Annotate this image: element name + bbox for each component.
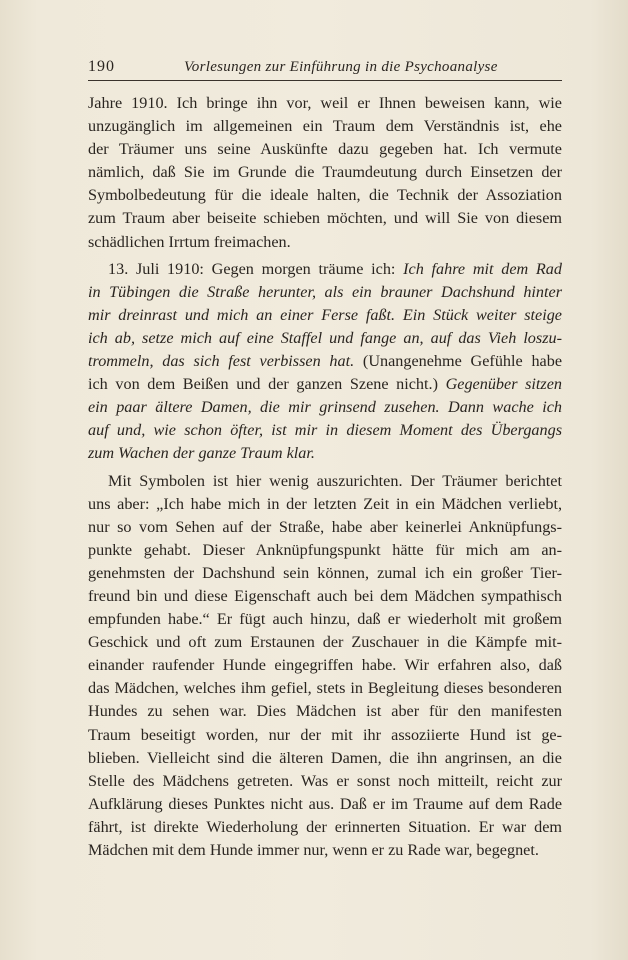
- text-line: [88, 677, 562, 700]
- text-span: Mit Symbolen ist hier wenig auszurichten. Der Träumer berichtet: [108, 471, 562, 490]
- italic-span: zum Wachen der ganze Traum klar.: [88, 444, 315, 463]
- text-span: zum Traum aber beiseite schieben möchten, und will Sie von diesem: [88, 209, 562, 228]
- text-line: [88, 654, 562, 677]
- text-line: [88, 184, 562, 207]
- text-span: Symbolbedeutung für die ideale halten, die Technik der Assoziation: [88, 186, 562, 205]
- text-span: Geschick und oft zum Erstaunen der Zuschauer in die Kämpfe mit-: [88, 633, 562, 652]
- text-line: [88, 700, 562, 723]
- italic-span: trommeln, das sich fest verbissen hat.: [88, 352, 355, 371]
- text-line: [88, 281, 562, 304]
- running-title: Vorlesungen zur Einführung in die Psychoanalyse: [184, 59, 498, 75]
- paragraph: [88, 258, 562, 466]
- text-line: [88, 207, 562, 230]
- text-line: [88, 839, 562, 862]
- paragraph: [88, 92, 562, 254]
- text-line: [88, 92, 562, 115]
- text-line: [88, 161, 562, 184]
- text-span: blieben. Vielleicht sind die älteren Damen, die ihn angrinsen, an die: [88, 748, 562, 767]
- text-line: [88, 304, 562, 327]
- text-line: [88, 562, 562, 585]
- text-span: ich von dem Beißen und der ganzen Szene nicht.): [88, 375, 446, 394]
- text-span: fährt, ist direkte Wiederholung der erinnerten Situation. Er war dem: [88, 817, 562, 836]
- text-line: [88, 585, 562, 608]
- text-line: [88, 539, 562, 562]
- text-span: genehmsten der Dachshund sein können, zumal ich ein großer Tier-: [88, 563, 562, 582]
- text-line: [88, 442, 562, 465]
- text-span: freund bin und diese Eigenschaft auch bei dem Mädchen sympathisch: [88, 586, 562, 605]
- text-line: [88, 724, 562, 747]
- italic-span: in Tübingen die Straße herunter, als ein brauner Dachshund hinter: [88, 282, 562, 301]
- text-span: Stelle des Mädchens getreten. Was er sonst noch mitteilt, reicht zur: [88, 771, 562, 790]
- italic-span: Ich fahre mit dem Rad: [403, 259, 562, 278]
- text-line: [88, 608, 562, 631]
- text-span: nämlich, daß Sie im Grunde die Traumdeutung durch Einsetzen der: [88, 163, 562, 182]
- italic-span: mir dreinrast und mich an einer Ferse faßt. Ein Stück weiter steige: [88, 305, 562, 324]
- text-line: [88, 231, 562, 254]
- text-span: 13. Juli 1910: Gegen morgen träume ich:: [108, 259, 404, 278]
- text-span: Traum beseitigt worden, nur der mit ihr assoziierte Hund ist ge-: [88, 725, 562, 744]
- text-line: [88, 770, 562, 793]
- italic-span: ich ab, setze mich auf eine Staffel und fange an, auf das Vieh loszu-: [88, 328, 562, 347]
- text-span: schädlichen Irrtum freimachen.: [88, 232, 291, 251]
- text-line: [88, 747, 562, 770]
- text-line: [88, 327, 562, 350]
- text-line: [88, 115, 562, 138]
- text-span: punkte gehabt. Dieser Anknüpfungspunkt hätte für mich am an-: [88, 540, 562, 559]
- body-text: [88, 92, 562, 862]
- text-line: [88, 396, 562, 419]
- text-span: Jahre 1910. Ich bringe ihn vor, weil er Ihnen beweisen kann, wie: [88, 94, 562, 112]
- text-line: [88, 258, 562, 281]
- italic-span: Gegenüber sitzen: [445, 375, 562, 394]
- text-span: einander raufender Hunde eingegriffen habe. Wir erfahren also, daß: [88, 656, 562, 675]
- text-line: [88, 493, 562, 516]
- text-line: [88, 373, 562, 396]
- text-span: Mädchen mit dem Hunde immer nur, wenn er zu Rade war, begegnet.: [88, 841, 539, 859]
- italic-span: ein paar ältere Damen, die mir grinsend zusehen. Dann wache ich: [88, 398, 562, 417]
- text-span: nur so vom Sehen auf der Straße, habe aber keinerlei Anknüpfungs-: [88, 517, 562, 536]
- text-span: das Mädchen, welches ihm gefiel, stets in Begleitung dieses besonderen: [88, 679, 562, 698]
- text-span: (Unangenehme Gefühle habe: [354, 352, 562, 371]
- text-line: [88, 816, 562, 839]
- text-line: [88, 419, 562, 442]
- text-span: Hundes zu sehen war. Dies Mädchen ist aber für den manifesten: [88, 702, 562, 721]
- text-span: der Träumer uns seine Auskünfte dazu gegeben hat. Ich vermute: [88, 140, 562, 159]
- text-line: [88, 350, 562, 373]
- text-span: unzugänglich im allgemeinen ein Traum dem Verständnis ist, ehe: [88, 117, 562, 136]
- text-line: [88, 138, 562, 161]
- text-line: [88, 516, 562, 539]
- text-line: [88, 631, 562, 654]
- paragraph: [88, 470, 562, 863]
- text-span: uns aber: „Ich habe mich in der letzten Zeit in ein Mädchen verliebt,: [88, 494, 562, 513]
- running-header: [88, 58, 562, 81]
- italic-span: auf und, wie schon öfter, ist mir in diesem Moment des Übergangs: [88, 421, 562, 440]
- text-line: [88, 470, 562, 493]
- page-number: 190: [88, 58, 115, 75]
- text-line: [88, 793, 562, 816]
- text-span: empfunden habe.“ Er fügt auch hinzu, daß er wiederholt mit großem: [88, 610, 562, 629]
- text-span: Aufklärung dieses Punktes nicht aus. Daß er im Traume auf dem Rade: [88, 794, 562, 813]
